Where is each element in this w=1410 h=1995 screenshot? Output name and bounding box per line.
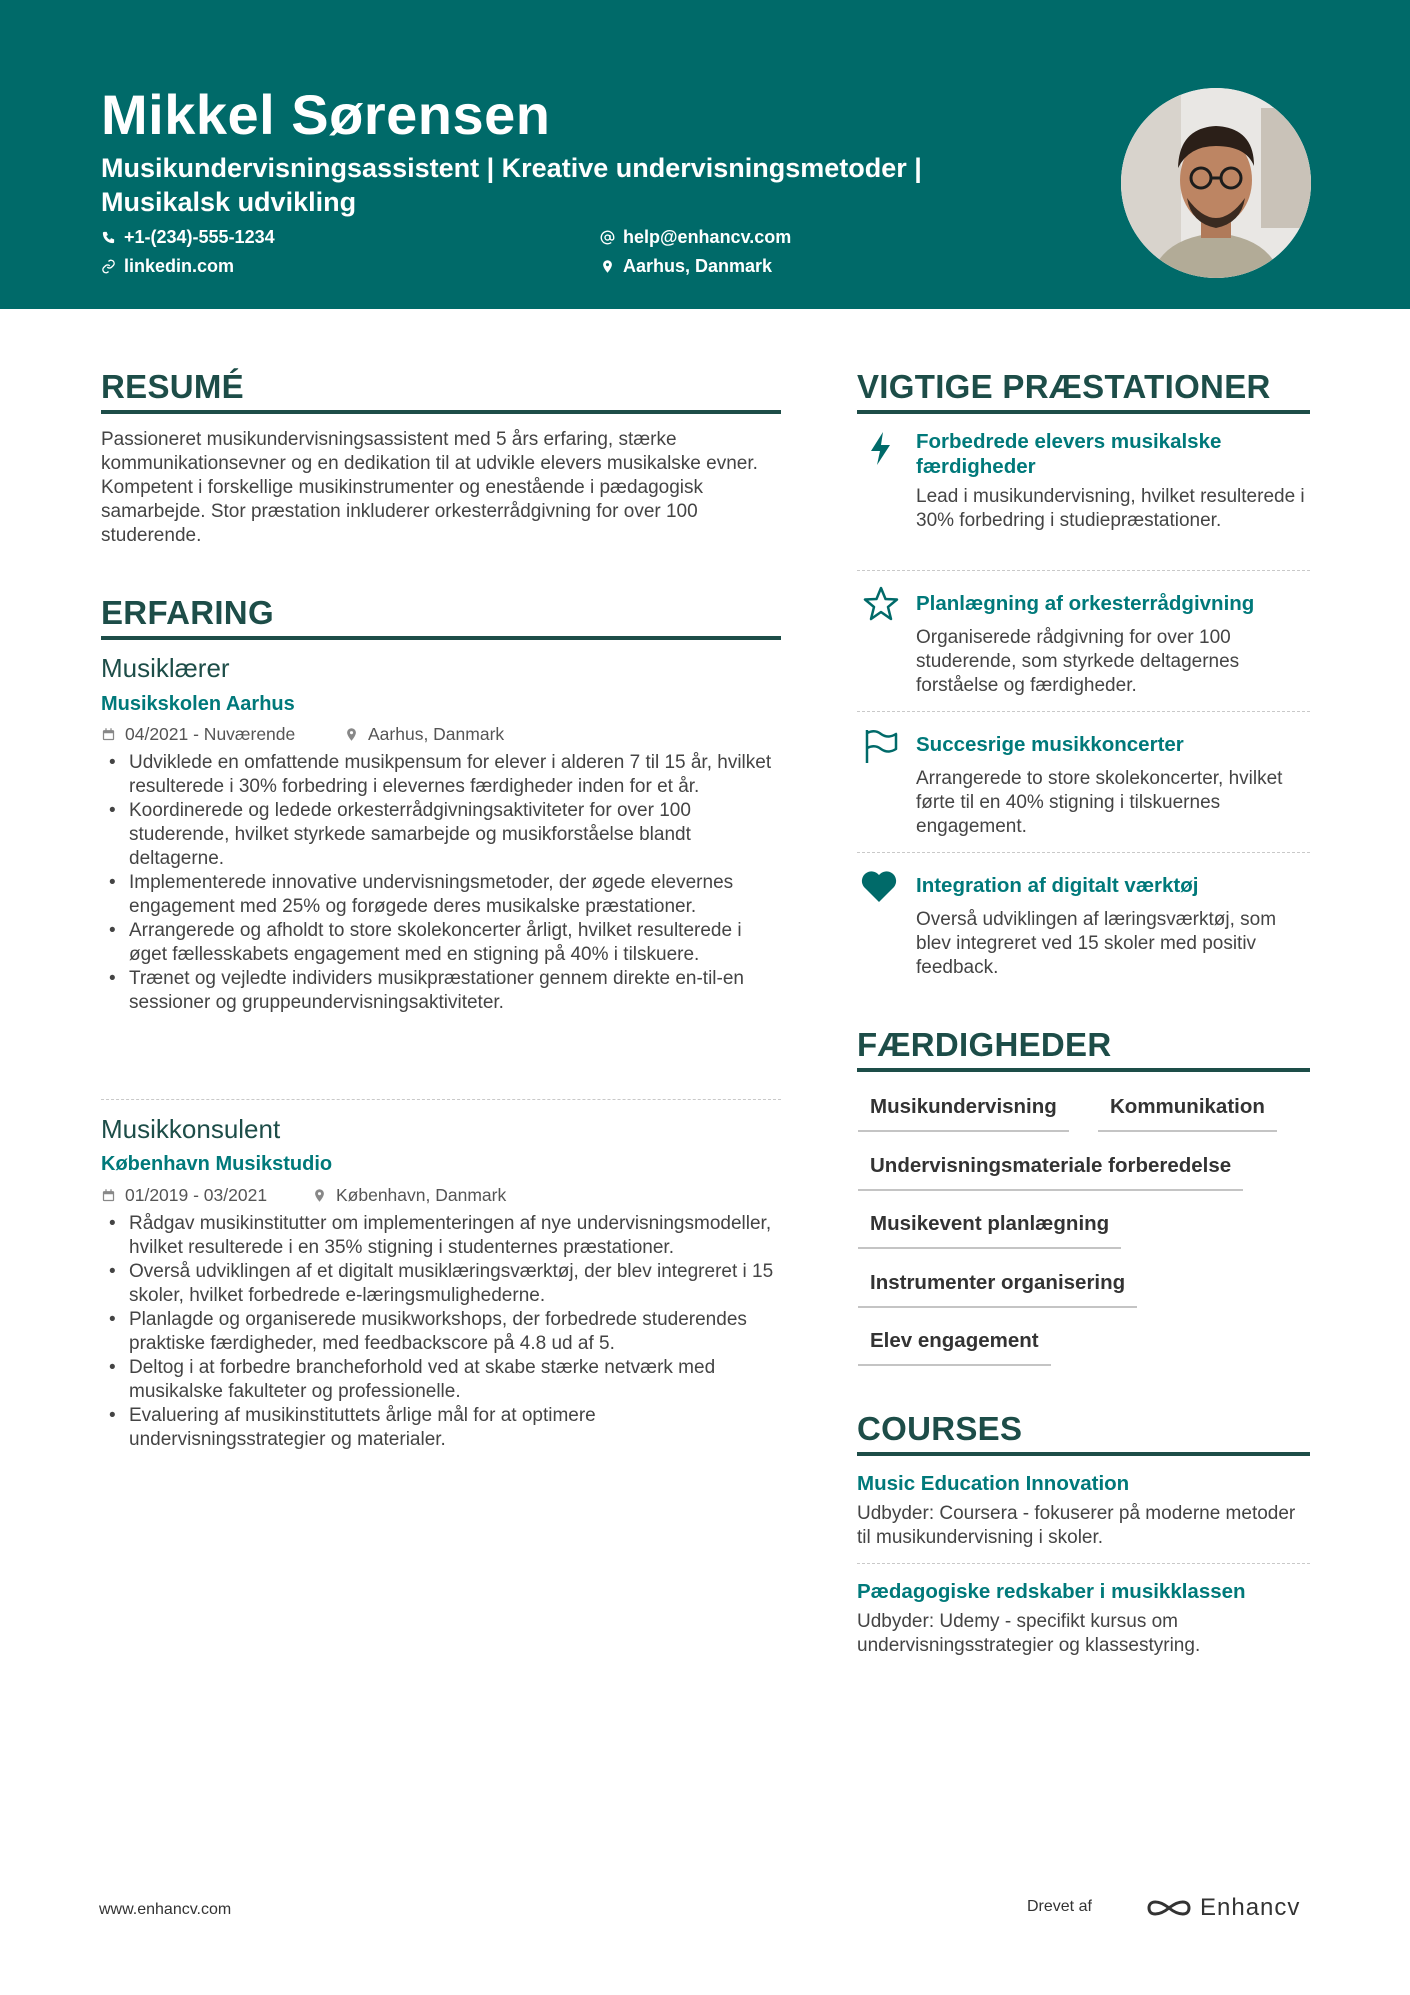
- job-bullet: • Overså udviklingen af et digitalt musiklæringsværktøj, der blev integreret i 15 skoler, hvilket forbedrede e-læringsmulighederne.: [101, 1260, 781, 1308]
- job-location-text: København, Danmark: [336, 1185, 507, 1205]
- skill-tag: Instrumenter organisering: [858, 1264, 1137, 1308]
- job-bullet: • Rådgav musikinstitutter om implementeringen af nye undervisningsmodeller, hvilket resulterede i en 35% stigning i studenternes præstationer.: [101, 1212, 781, 1260]
- location-pin-icon: [600, 259, 615, 274]
- skills-heading: FÆRDIGHEDER: [857, 1026, 1310, 1072]
- link-icon: [101, 259, 116, 274]
- company-name: Musikskolen Aarhus: [101, 693, 295, 715]
- flag-icon: [861, 726, 901, 766]
- phone-icon: [101, 230, 116, 245]
- achievement-desc: Lead i musikundervisning, hvilket resulterede i 30% forbedring i studiepræstationer.: [916, 486, 1305, 531]
- enhancv-logo-text: Enhancv: [1200, 1894, 1301, 1921]
- job-title: Musiklærer: [101, 653, 230, 683]
- footer-website-link[interactable]: www.enhancv.com: [99, 1901, 232, 1918]
- job-dates: [101, 724, 295, 745]
- job-bullet: • Trænet og vejledte individers musikpræstationer gennem direkte en-til-en sessioner og gruppeundervisningsaktiviteter.: [101, 967, 781, 1015]
- job-location: [312, 1185, 506, 1206]
- summary-heading: RESUMÉ: [101, 368, 781, 414]
- job-dates-text: 01/2019 - 03/2021: [125, 1185, 268, 1205]
- divider: [857, 711, 1310, 712]
- contact-linkedin[interactable]: [101, 256, 234, 277]
- company-name: København Musikstudio: [101, 1153, 333, 1175]
- summary-text: Passioneret musikundervisningsassistent med 5 års erfaring, stærke kommunikationsevner og en dedikation til at udvikle elevers musikalske evner. Kompetent i forskellige musikinstrumenter og enestående i pædagogisk samarbejde. Stor præstation inkluderer orkesterrådgivning for over 100 studerende.: [101, 429, 758, 546]
- course-desc: Udbyder: Coursera - fokuserer på moderne metoder til musikundervisning i skoler.: [857, 1503, 1296, 1548]
- skill-tag: Musikundervisning: [858, 1088, 1069, 1132]
- skill-tag: Kommunikation: [1098, 1088, 1277, 1132]
- skill-tag: Elev engagement: [858, 1322, 1051, 1366]
- candidate-name: Mikkel Sørensen: [101, 83, 551, 146]
- course-title: Pædagogiske redskaber i musikklassen: [857, 1580, 1246, 1603]
- location-pin-icon: [344, 727, 359, 742]
- calendar-icon: [101, 727, 116, 742]
- achievement-desc: Organiserede rådgivning for over 100 studerende, som styrkede deltagernes forståelse og færdigheder.: [916, 627, 1240, 696]
- enhancv-logo[interactable]: [1146, 1894, 1300, 1922]
- achievement-desc: Overså udviklingen af læringsværktøj, som blev integreret ved 15 skoler med positiv feedback.: [916, 909, 1277, 978]
- job-bullet: • Planlagde og organiserede musikworkshops, der forbedrede studerendes praktiske færdigheder, med feedbackscore på 4.8 ud af 5.: [101, 1308, 781, 1356]
- location-text: Aarhus, Danmark: [623, 256, 773, 276]
- achievement-desc: Arrangerede to store skolekoncerter, hvilket førte til en 40% stigning i tilskuernes engagement.: [916, 768, 1283, 837]
- job-bullets: [101, 1212, 781, 1452]
- at-icon: [600, 230, 615, 245]
- experience-heading: ERFARING: [101, 594, 781, 640]
- course-title: Music Education Innovation: [857, 1472, 1130, 1495]
- divider: [857, 852, 1310, 853]
- contact-phone: [101, 227, 275, 248]
- divider: [857, 1563, 1310, 1564]
- job-bullet: • Koordinerede og ledede orkesterrådgivningsaktiviteter for over 100 studerende, hvilket styrkede samarbejde og musikforståelse blandt deltagerne.: [101, 799, 781, 871]
- skill-tag: Musikevent planlægning: [858, 1205, 1121, 1249]
- bolt-icon: [861, 428, 901, 468]
- job-dates: [101, 1185, 267, 1206]
- job-bullet: • Evaluering af musikinstituttets årlige mål for at optimere undervisningsstrategier og materialer.: [101, 1404, 781, 1452]
- divider: [101, 1099, 781, 1100]
- contact-email[interactable]: [600, 227, 791, 248]
- phone-text: +1-(234)-555-1234: [124, 227, 275, 247]
- achievement-title: Planlægning af orkesterrådgivning: [916, 592, 1255, 615]
- job-location-text: Aarhus, Danmark: [368, 724, 505, 744]
- divider: [857, 570, 1310, 571]
- contact-location: [600, 256, 772, 277]
- heart-icon: [859, 866, 899, 906]
- job-title: Musikkonsulent: [101, 1114, 281, 1144]
- achievement-title: Integration af digitalt værktøj: [916, 874, 1199, 897]
- achievements-heading: VIGTIGE PRÆSTATIONER: [857, 368, 1310, 414]
- course-desc: Udbyder: Udemy - specifikt kursus om undervisningsstrategier og klassestyring.: [857, 1611, 1201, 1656]
- achievement-title: Forbedrede elevers musikalske færdigheder: [916, 430, 1222, 478]
- linkedin-text[interactable]: linkedin.com: [124, 256, 235, 276]
- calendar-icon: [101, 1188, 116, 1203]
- job-bullet: • Implementerede innovative undervisningsmetoder, der øgede elevernes engagement med 25% og forøgede deres musikalske præstationer.: [101, 871, 781, 919]
- job-bullet: • Arrangerede og afholdt to store skolekoncerter årligt, hvilket resulterede i øget fællesskabets engagement med en stigning på 40% i tilskuere.: [101, 919, 781, 967]
- courses-heading: COURSES: [857, 1410, 1310, 1456]
- job-bullet: • Deltog i at forbedre brancheforhold ved at skabe stærke netværk med musikalske fakulteter og professionelle.: [101, 1356, 781, 1404]
- enhancv-logo-icon: [1146, 1896, 1192, 1920]
- star-icon: [861, 584, 901, 624]
- resume-header: [0, 0, 1410, 309]
- job-dates-text: 04/2021 - Nuværende: [125, 724, 296, 744]
- achievement-title: Succesrige musikkoncerter: [916, 733, 1184, 756]
- profile-photo: [1121, 88, 1311, 278]
- footer-powered-by: Drevet af: [1027, 1898, 1092, 1915]
- job-bullet: • Udviklede en omfattende musikpensum for elever i alderen 7 til 15 år, hvilket resulterede i 30% forbedring i elevernes færdigheder inden for et år.: [101, 751, 781, 799]
- job-location: [344, 724, 504, 745]
- location-pin-icon: [312, 1188, 327, 1203]
- skill-tag: Undervisningsmateriale forberedelse: [858, 1147, 1243, 1191]
- job-bullets: [101, 751, 781, 1015]
- email-text[interactable]: help@enhancv.com: [623, 227, 792, 247]
- candidate-tagline: Musikundervisningsassistent | Kreative undervisningsmetoder | Musikalsk udvikling: [101, 153, 922, 217]
